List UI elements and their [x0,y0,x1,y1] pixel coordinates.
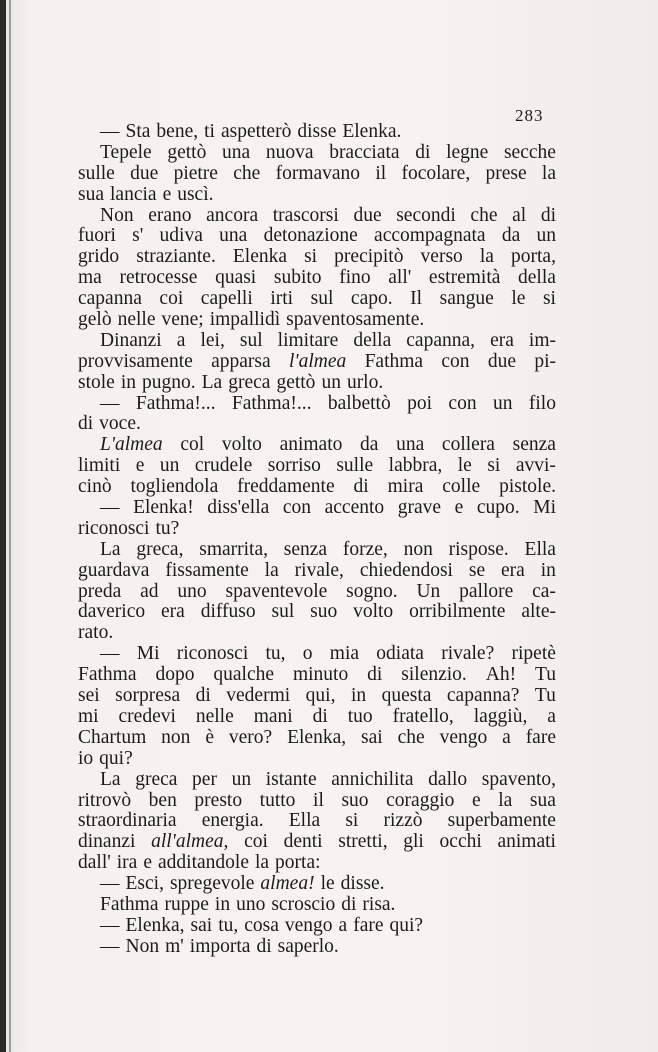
text-line: — Esci, spregevole almea! le disse. [100,873,385,895]
text-line: L'almea col volto animato da una collera senza [100,434,556,456]
text-line: riconosci tu? [78,517,180,539]
text-line: daverico era diffuso sul suo volto orribilmente alte- [78,601,556,623]
text-line: — Fathma!... Fathma!... balbettò poi con un filo [100,392,556,414]
text-line: ma retrocesse quasi subito fino all' estremità della [78,267,556,289]
text-line: sua lancia e uscì. [78,183,214,205]
book-spine-shadow [0,0,6,1052]
text-line: dinanzi all'almea, coi denti stretti, gli occhi animati [78,831,556,853]
text-line: dall' ira e additandole la porta: [78,852,321,874]
text-line: — Elenka, sai tu, cosa vengo a fare qui? [100,914,424,936]
body-text [78,122,556,958]
text-line: limiti e un crudele sorriso sulle labbra, le si avvi- [78,455,556,477]
text-line: Chartum non è vero? Elenka, sai che vengo a fare [78,726,556,748]
text-line: Tepele gettò una nuova bracciata di legne secche [100,141,556,163]
text-line: straordinaria energia. Ella si rizzò superbamente [78,810,556,832]
text-line: La greca, smarrita, senza forze, non rispose. Ella [100,538,556,560]
text-line: preda ad uno spaventevole sogno. Un pallore ca- [78,580,556,602]
text-line: mi credevi nelle mani di tuo fratello, laggiù, a [78,705,556,727]
text-line: guardava fissamente la rivale, chiedendosi se era in [78,559,556,581]
text-line: fuori s' udiva una detonazione accompagnata da un [78,225,556,247]
text-line: di voce. [78,413,141,435]
text-line: Fathma dopo qualche minuto di silenzio. Ah! Tu [78,664,556,686]
page-number: 283 [515,106,544,125]
book-spine-edge [9,0,11,1052]
text-line: La greca per un istante annichilita dallo spavento, [100,768,556,790]
text-line: — Sta bene, ti aspetterò disse Elenka. [100,121,402,142]
text-line: sulle due pietre che formavano il focolare, prese la [78,162,556,184]
text-line: grido straziante. Elenka si precipitò verso la porta, [78,246,556,268]
text-line: — Mi riconosci tu, o mia odiata rivale? ripetè [100,643,556,665]
text-line: Non erano ancora trascorsi due secondi che al di [100,204,556,226]
text-line: gelò nelle vene; impallidì spaventosamente. [78,309,425,331]
text-line: ritrovò ben presto tutto il suo coraggio e la sua [78,789,556,811]
text-line: cinò togliendola freddamente di mira colle pistole. [78,476,556,498]
text-line: Dinanzi a lei, sul limitare della capanna, era im- [100,329,556,351]
text-line: sei sorpresa di vedermi qui, in questa capanna? Tu [78,685,556,707]
text-line: io qui? [78,747,133,769]
text-line: rato. [78,622,114,644]
text-line: stole in pugno. La greca gettò un urlo. [78,371,384,393]
text-line: Fathma ruppe in uno scroscio di risa. [100,893,396,915]
text-line: provvisamente apparsa l'almea Fathma con due pi- [78,350,556,372]
text-line: — Non m' importa di saperlo. [100,935,339,957]
text-line: — Elenka! diss'ella con accento grave e cupo. Mi [100,497,556,519]
text-line: capanna coi capelli irti sul capo. Il sangue le si [78,288,556,310]
